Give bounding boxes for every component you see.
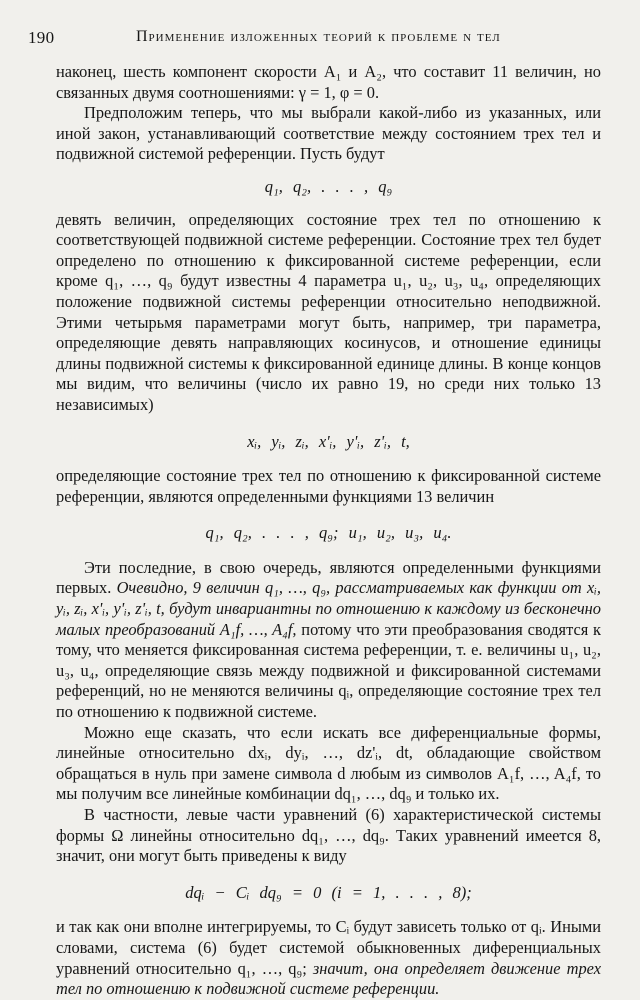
running-title: Применение изложенных теорий к проблеме n тел — [136, 28, 501, 45]
paragraph-6: Можно еще сказать, что если искать все диференциальные формы, линейные относительно dxᵢ, dyᵢ, …, dz'ᵢ, dt, обладающие свойством обращаться в нуль при замене символа d любым из символов A₁f, …, A₄f, то мы получим все линейные комбинации dq₁, …, dq₉ и только их. — [56, 722, 601, 804]
equation-characteristic: dqᵢ − Cᵢ dq₉ = 0 (i = 1, . . . , 8); — [185, 882, 472, 902]
page-header — [24, 26, 616, 50]
paragraph-4: определяющие состояние трех тел по отношению к фиксированной системе референции, являются определенными функциями 13 величин — [56, 466, 601, 506]
paragraph-1: наконец, шесть компонент скорости A₁ и A₂, что составит 11 величин, но связанных двумя соотношениями: γ = 1, φ = 0. — [56, 62, 601, 102]
page-number: 190 — [28, 28, 55, 47]
paragraph-8-start: и так как они вполне интегрируемы, то Cᵢ будут зависеть только от qᵢ. Иными словами, система (6) будет системой обыкновенных диференциальных уравнений относительно q₁, …, q₉; — [56, 917, 601, 978]
paragraph-5-end: потому что эти преобразования сводятся к тому, что меняется фиксированная система референции, т. е. величины u₁, u₂, u₃, u₄, определяющие связь между подвижной и фиксированной системами референций, но не меняются величины qᵢ, определяющие состояние трех тел по отношению к подвижной системе. — [56, 619, 601, 722]
equation-coordinates: xᵢ, yᵢ, zᵢ, x'ᵢ, y'ᵢ, z'ᵢ, t, — [247, 431, 410, 451]
paragraph-7: В частности, левые части уравнений (6) характеристической системы формы Ω линейны относительно dq₁, …, dq₉. Таких уравнений имеется 8, значит, они могут быть приведены к виду — [56, 805, 601, 866]
paragraph-5-start: Эти последние, в свою очередь, являются определенными функциями первых. — [56, 557, 601, 598]
paragraph-3: девять величин, определяющих состояние трех тел по отношению к соответствующей подвижной системе референции. Состояние трех тел будет определено по отношению к фиксированной системе референции, если кроме q₁, …, q₉ будут известны 4 параметра u₁, u₂, u₃, u₄, определяющих положение подвижной системы референции относительно неподвижной. Этими четырьмя параметрами могут быть, например, три параметра, определяющие девять направляющих косинусов, и отношение единицы длины подвижной системы к фиксированной единице длины. В конце концов мы видим, что величины (число их равно 19, но среди них только 13 независимых) — [56, 209, 601, 414]
paragraph-5-italic: Очевидно, 9 величин q₁, …, q₉, рассматриваемых как функции от xᵢ, yᵢ, zᵢ, x'ᵢ, y'ᵢ, z'ᵢ, t, будут инвариантны по отношению к каждому из бесконечно малых преобразований A₁f, …, A₄f, — [56, 578, 601, 639]
paragraph-5 — [56, 558, 601, 723]
paragraph-2: Предположим теперь, что мы выбрали какой-либо из указанных, или иной закон, устанавливающий соответствие между состоянием трех тел и подвижной системой референции. Пусть будут — [56, 103, 601, 164]
paragraph-8-italic: значит, она определяет движение трех тел по отношению к подвижной системе референции. — [56, 958, 601, 999]
page-body — [56, 62, 601, 1000]
equation-q-list: q₁, q₂, . . . , q₉ — [264, 176, 393, 196]
paragraph-8 — [56, 917, 601, 999]
equation-q-u-list: q₁, q₂, . . . , q₉; u₁, u₂, u₃, u₄. — [205, 523, 452, 543]
